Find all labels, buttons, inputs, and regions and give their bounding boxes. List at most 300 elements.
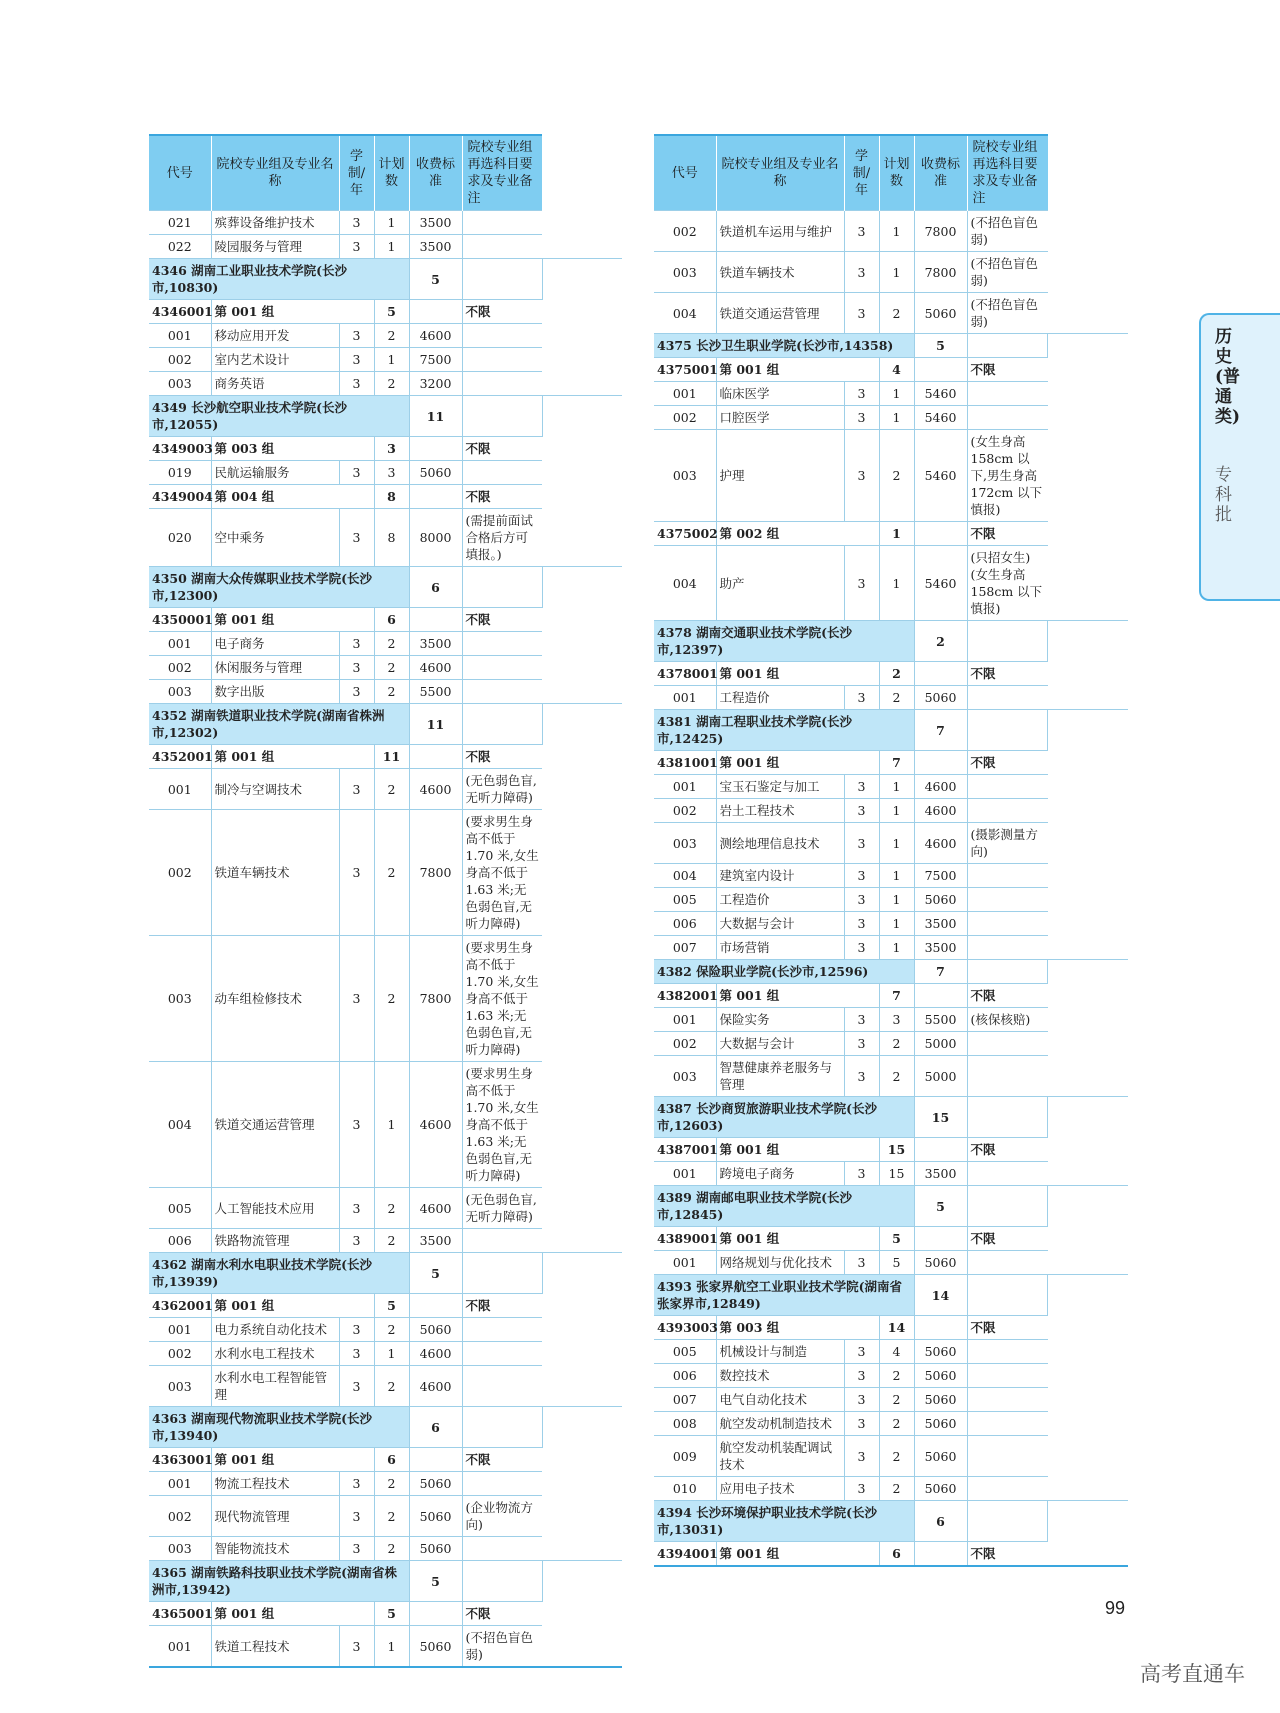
plan-count: 5	[914, 334, 967, 358]
major-row	[654, 912, 1128, 936]
plan-count: 6	[374, 1448, 409, 1472]
subject-requirement: 不限	[967, 1227, 1048, 1251]
tuition-fee: 4600	[409, 1062, 462, 1188]
study-years: 3	[844, 823, 879, 864]
fee-cell	[462, 567, 542, 608]
group-row	[149, 1294, 622, 1318]
major-name: 宝玉石鉴定与加工	[716, 775, 844, 799]
plan-count: 1	[374, 235, 409, 259]
major-row	[654, 888, 1128, 912]
plan-count: 5	[374, 1294, 409, 1318]
major-note	[967, 382, 1048, 406]
major-row	[149, 810, 622, 936]
major-name: 临床医学	[716, 382, 844, 406]
tuition-fee: 7800	[409, 936, 462, 1062]
major-code: 002	[654, 799, 716, 823]
group-row	[654, 358, 1128, 382]
plan-count: 11	[409, 704, 462, 745]
plan-count: 7	[914, 710, 967, 751]
major-code: 002	[149, 348, 211, 372]
tuition-fee: 4600	[409, 1342, 462, 1366]
institution-name: 4365 湖南铁路科技职业技术学院(湖南省株洲市,13942)	[149, 1561, 409, 1602]
group-code: 4352001	[149, 745, 211, 769]
group-name: 第 001 组	[211, 745, 374, 769]
tuition-fee: 4600	[409, 324, 462, 348]
subject-requirement: 不限	[967, 751, 1048, 775]
note-cell	[542, 704, 622, 745]
plan-count: 2	[879, 1032, 914, 1056]
study-years: 3	[339, 211, 374, 235]
tuition-fee: 5500	[409, 680, 462, 704]
group-row	[654, 984, 1128, 1008]
study-years: 3	[339, 1626, 374, 1668]
tuition-fee: 3500	[409, 632, 462, 656]
note-cell	[542, 1253, 622, 1294]
major-row	[149, 680, 622, 704]
group-row	[149, 745, 622, 769]
major-code: 006	[654, 1364, 716, 1388]
tuition-fee: 7800	[409, 810, 462, 936]
fee-cell	[967, 960, 1048, 984]
header-major: 院校专业组及专业名称	[211, 135, 339, 211]
plan-count: 1	[879, 252, 914, 293]
major-code: 010	[654, 1477, 716, 1501]
group-name: 第 001 组	[716, 358, 879, 382]
tuition-fee: 5060	[409, 1626, 462, 1668]
batch-label: 专科批	[1215, 465, 1232, 525]
plan-count: 5	[409, 1253, 462, 1294]
plan-count: 5	[409, 1561, 462, 1602]
study-years: 3	[844, 775, 879, 799]
plan-count: 5	[409, 259, 462, 300]
institution-name: 4352 湖南铁道职业技术学院(湖南省株洲市,12302)	[149, 704, 409, 745]
major-row	[149, 1366, 622, 1407]
left-table-body	[149, 211, 622, 1668]
plan-count: 6	[914, 1501, 967, 1542]
note-cell	[542, 259, 622, 300]
study-years: 3	[844, 252, 879, 293]
study-years: 3	[844, 864, 879, 888]
major-name: 测绘地理信息技术	[716, 823, 844, 864]
major-name: 工程造价	[716, 686, 844, 710]
institution-name: 4350 湖南大众传媒职业技术学院(长沙市,12300)	[149, 567, 409, 608]
plan-count: 2	[374, 324, 409, 348]
tuition-fee: 5460	[914, 406, 967, 430]
major-note	[462, 656, 542, 680]
plan-count: 1	[879, 211, 914, 252]
group-name: 第 001 组	[211, 1602, 374, 1626]
major-name: 人工智能技术应用	[211, 1188, 339, 1229]
plan-count: 4	[879, 1340, 914, 1364]
study-years: 3	[844, 1412, 879, 1436]
group-code: 4381001	[654, 751, 716, 775]
major-code: 007	[654, 1388, 716, 1412]
institution-name: 4346 湖南工业职业技术学院(长沙市,10830)	[149, 259, 409, 300]
subject-requirement: 不限	[967, 1316, 1048, 1340]
plan-count: 2	[879, 1477, 914, 1501]
group-name: 第 002 组	[716, 522, 879, 546]
study-years: 3	[844, 430, 879, 522]
major-note	[967, 912, 1048, 936]
plan-count: 2	[374, 1472, 409, 1496]
group-row	[149, 437, 622, 461]
major-name: 应用电子技术	[716, 1477, 844, 1501]
major-note	[967, 1340, 1048, 1364]
group-name: 第 001 组	[211, 1448, 374, 1472]
plan-count: 8	[374, 509, 409, 567]
note-cell	[542, 1561, 622, 1602]
major-name: 电力系统自动化技术	[211, 1318, 339, 1342]
study-years: 3	[339, 1537, 374, 1561]
major-code: 019	[149, 461, 211, 485]
major-name: 民航运输服务	[211, 461, 339, 485]
major-note: (不招色盲色弱)	[967, 293, 1048, 334]
institution-row	[654, 1501, 1128, 1542]
note-cell	[1048, 960, 1129, 984]
subject-requirement: 不限	[462, 745, 542, 769]
group-name: 第 004 组	[211, 485, 374, 509]
major-code: 003	[654, 430, 716, 522]
plan-count: 5	[374, 300, 409, 324]
study-years: 3	[844, 912, 879, 936]
major-note	[967, 1032, 1048, 1056]
major-name: 数字出版	[211, 680, 339, 704]
major-code: 002	[654, 211, 716, 252]
group-code: 4365001	[149, 1602, 211, 1626]
major-name: 岩土工程技术	[716, 799, 844, 823]
major-code: 002	[149, 1342, 211, 1366]
plan-count: 11	[409, 396, 462, 437]
study-years: 3	[844, 211, 879, 252]
tuition-fee: 4600	[409, 656, 462, 680]
major-note	[462, 1318, 542, 1342]
major-name: 休闲服务与管理	[211, 656, 339, 680]
institution-row	[654, 621, 1128, 662]
major-code: 001	[149, 324, 211, 348]
study-years: 3	[844, 293, 879, 334]
study-years: 3	[844, 1251, 879, 1275]
major-row	[654, 864, 1128, 888]
tuition-fee: 3500	[409, 235, 462, 259]
major-code: 002	[654, 406, 716, 430]
watermark-text: 高考直通车	[1140, 1662, 1245, 1686]
group-row	[654, 522, 1128, 546]
major-note	[967, 1388, 1048, 1412]
major-name: 网络规划与优化技术	[716, 1251, 844, 1275]
major-note: (需提前面试合格后方可填报。)	[462, 509, 542, 567]
institution-name: 4387 长沙商贸旅游职业技术学院(长沙市,12603)	[654, 1097, 914, 1138]
header-note: 院校专业组再选科目要求及专业备注	[967, 135, 1048, 211]
plan-count: 5	[879, 1251, 914, 1275]
plan-count: 7	[879, 984, 914, 1008]
major-name: 建筑室内设计	[716, 864, 844, 888]
header-plan: 计划数	[879, 135, 914, 211]
major-note: (不招色盲色弱)	[462, 1626, 542, 1668]
group-name: 第 001 组	[716, 984, 879, 1008]
study-years: 3	[339, 632, 374, 656]
institution-name: 4375 长沙卫生职业学院(长沙市,14358)	[654, 334, 914, 358]
plan-count: 2	[374, 372, 409, 396]
note-cell	[1048, 1275, 1129, 1316]
major-row	[654, 775, 1128, 799]
tuition-fee: 5060	[914, 888, 967, 912]
major-note	[967, 1251, 1048, 1275]
tuition-fee: 4600	[914, 799, 967, 823]
group-code: 4394001	[654, 1542, 716, 1567]
major-name: 工程造价	[716, 888, 844, 912]
study-years: 3	[339, 1472, 374, 1496]
major-row	[654, 1436, 1128, 1477]
institution-name: 4381 湖南工程职业技术学院(长沙市,12425)	[654, 710, 914, 751]
major-code: 004	[654, 293, 716, 334]
major-row	[654, 1364, 1128, 1388]
page-number: 99	[1105, 1598, 1126, 1618]
institution-name: 4382 保险职业学院(长沙市,12596)	[654, 960, 914, 984]
fee-cell	[914, 1316, 967, 1340]
tuition-fee: 5060	[409, 1496, 462, 1537]
fee-cell	[967, 1501, 1048, 1542]
tuition-fee: 7800	[914, 252, 967, 293]
plan-count: 2	[374, 656, 409, 680]
fee-cell	[967, 621, 1048, 662]
major-name: 保险实务	[716, 1008, 844, 1032]
plan-count: 15	[879, 1162, 914, 1186]
plan-count: 1	[879, 546, 914, 621]
header-fee: 收费标准	[409, 135, 462, 211]
study-years: 3	[339, 1342, 374, 1366]
group-code: 4346001	[149, 300, 211, 324]
study-years: 3	[844, 1477, 879, 1501]
fee-cell	[462, 396, 542, 437]
study-years: 3	[339, 1229, 374, 1253]
major-row	[654, 1251, 1128, 1275]
group-code: 4350001	[149, 608, 211, 632]
plan-count: 1	[879, 888, 914, 912]
group-code: 4375001	[654, 358, 716, 382]
fee-cell	[967, 1186, 1048, 1227]
plan-count: 1	[374, 1062, 409, 1188]
institution-row	[654, 334, 1128, 358]
major-note	[462, 211, 542, 235]
major-name: 铁道车辆技术	[716, 252, 844, 293]
plan-count: 1	[374, 348, 409, 372]
major-code: 021	[149, 211, 211, 235]
institution-row	[654, 1186, 1128, 1227]
major-note	[967, 775, 1048, 799]
major-name: 铁道车辆技术	[211, 810, 339, 936]
plan-count: 14	[914, 1275, 967, 1316]
plan-count: 3	[374, 437, 409, 461]
plan-count: 2	[879, 1056, 914, 1097]
major-code: 004	[654, 546, 716, 621]
major-row	[149, 1318, 622, 1342]
study-years: 3	[844, 799, 879, 823]
fee-cell	[409, 300, 462, 324]
group-row	[654, 1138, 1128, 1162]
major-note	[967, 1162, 1048, 1186]
major-code: 001	[149, 769, 211, 810]
header-code: 代号	[149, 135, 211, 211]
major-row	[149, 936, 622, 1062]
major-name: 电子商务	[211, 632, 339, 656]
plan-count: 7	[914, 960, 967, 984]
group-name: 第 001 组	[716, 1138, 879, 1162]
fee-cell	[914, 751, 967, 775]
study-years: 3	[844, 406, 879, 430]
group-row	[654, 1316, 1128, 1340]
tuition-fee: 5060	[914, 1477, 967, 1501]
major-code: 007	[654, 936, 716, 960]
plan-count: 1	[879, 522, 914, 546]
note-cell	[1048, 334, 1129, 358]
major-name: 殡葬设备维护技术	[211, 211, 339, 235]
major-row	[654, 936, 1128, 960]
plan-count: 5	[374, 1602, 409, 1626]
fee-cell	[914, 1227, 967, 1251]
plan-count: 2	[374, 810, 409, 936]
major-row	[149, 509, 622, 567]
note-cell	[542, 1407, 622, 1448]
group-name: 第 001 组	[716, 751, 879, 775]
major-row	[654, 799, 1128, 823]
subject-requirement: 不限	[967, 662, 1048, 686]
major-code: 002	[149, 810, 211, 936]
major-note	[967, 1056, 1048, 1097]
plan-count: 2	[374, 680, 409, 704]
study-years: 3	[339, 1366, 374, 1407]
major-name: 空中乘务	[211, 509, 339, 567]
institution-name: 4389 湖南邮电职业技术学院(长沙市,12845)	[654, 1186, 914, 1227]
plan-count: 15	[879, 1138, 914, 1162]
study-years: 3	[339, 810, 374, 936]
major-name: 铁路物流管理	[211, 1229, 339, 1253]
major-note: (要求男生身高不低于 1.70 米,女生身高不低于 1.63 米;无色弱色盲,无听力障碍)	[462, 810, 542, 936]
plan-count: 2	[879, 293, 914, 334]
major-row	[654, 1388, 1128, 1412]
subject-requirement: 不限	[462, 1294, 542, 1318]
major-note	[462, 632, 542, 656]
major-row	[654, 1008, 1128, 1032]
plan-count: 2	[914, 621, 967, 662]
group-row	[149, 300, 622, 324]
major-note	[462, 1537, 542, 1561]
plan-count: 2	[374, 632, 409, 656]
major-name: 数控技术	[716, 1364, 844, 1388]
fee-cell	[462, 259, 542, 300]
tuition-fee: 5060	[409, 1537, 462, 1561]
major-note	[967, 888, 1048, 912]
tuition-fee: 5060	[409, 1318, 462, 1342]
major-code: 005	[149, 1188, 211, 1229]
institution-row	[654, 1097, 1128, 1138]
institution-name: 4362 湖南水利水电职业技术学院(长沙市,13939)	[149, 1253, 409, 1294]
major-note	[462, 1229, 542, 1253]
group-row	[149, 1602, 622, 1626]
plan-count: 14	[879, 1316, 914, 1340]
subject-requirement: 不限	[967, 1138, 1048, 1162]
fee-cell	[914, 1542, 967, 1567]
tuition-fee: 5060	[409, 1472, 462, 1496]
major-note	[967, 1436, 1048, 1477]
subject-requirement: 不限	[462, 608, 542, 632]
major-note	[462, 1342, 542, 1366]
group-name: 第 001 组	[716, 1227, 879, 1251]
plan-count: 2	[374, 1188, 409, 1229]
major-name: 移动应用开发	[211, 324, 339, 348]
major-name: 大数据与会计	[716, 1032, 844, 1056]
note-cell	[1048, 710, 1129, 751]
major-row	[654, 406, 1128, 430]
study-years: 3	[844, 1388, 879, 1412]
major-row	[149, 372, 622, 396]
major-name: 机械设计与制造	[716, 1340, 844, 1364]
major-code: 003	[149, 936, 211, 1062]
major-code: 001	[654, 1162, 716, 1186]
major-row	[149, 211, 622, 235]
institution-row	[654, 710, 1128, 751]
study-years: 3	[339, 1062, 374, 1188]
section-side-tab	[1199, 313, 1280, 601]
group-row	[149, 608, 622, 632]
plan-count: 1	[879, 864, 914, 888]
group-name: 第 001 组	[211, 608, 374, 632]
major-note: (要求男生身高不低于 1.70 米,女生身高不低于 1.63 米;无色弱色盲,无听力障碍)	[462, 1062, 542, 1188]
note-cell	[1048, 1186, 1129, 1227]
major-note: (不招色盲色弱)	[967, 252, 1048, 293]
header-note: 院校专业组再选科目要求及专业备注	[462, 135, 542, 211]
major-code: 022	[149, 235, 211, 259]
tuition-fee: 5460	[914, 382, 967, 406]
plan-count: 2	[374, 1366, 409, 1407]
group-row	[654, 1542, 1128, 1567]
major-row	[654, 1412, 1128, 1436]
major-name: 陵园服务与管理	[211, 235, 339, 259]
institution-name: 4393 张家界航空工业职业技术学院(湖南省张家界市,12849)	[654, 1275, 914, 1316]
study-years: 3	[339, 235, 374, 259]
group-row	[654, 1227, 1128, 1251]
major-note: (不招色盲色弱)	[967, 211, 1048, 252]
major-code: 020	[149, 509, 211, 567]
major-row	[149, 1188, 622, 1229]
study-years: 3	[339, 1188, 374, 1229]
tuition-fee: 5060	[914, 686, 967, 710]
institution-row	[149, 1407, 622, 1448]
major-code: 003	[149, 680, 211, 704]
plan-count: 1	[879, 912, 914, 936]
plan-count: 1	[374, 1626, 409, 1668]
note-cell	[1048, 621, 1129, 662]
fee-cell	[462, 1407, 542, 1448]
plan-count: 2	[374, 936, 409, 1062]
subject-requirement: 不限	[967, 358, 1048, 382]
tuition-fee: 5060	[914, 1388, 967, 1412]
group-name: 第 001 组	[211, 1294, 374, 1318]
major-note	[462, 680, 542, 704]
tuition-fee: 5000	[914, 1032, 967, 1056]
study-years: 3	[339, 1496, 374, 1537]
major-row	[149, 1062, 622, 1188]
tuition-fee: 5060	[914, 1364, 967, 1388]
plan-count: 2	[374, 1537, 409, 1561]
group-code: 4362001	[149, 1294, 211, 1318]
major-row	[654, 382, 1128, 406]
major-row	[149, 235, 622, 259]
plan-count: 6	[409, 1407, 462, 1448]
plan-count: 1	[879, 775, 914, 799]
tuition-fee: 5000	[914, 1056, 967, 1097]
major-row	[654, 1340, 1128, 1364]
tuition-fee: 4600	[914, 823, 967, 864]
